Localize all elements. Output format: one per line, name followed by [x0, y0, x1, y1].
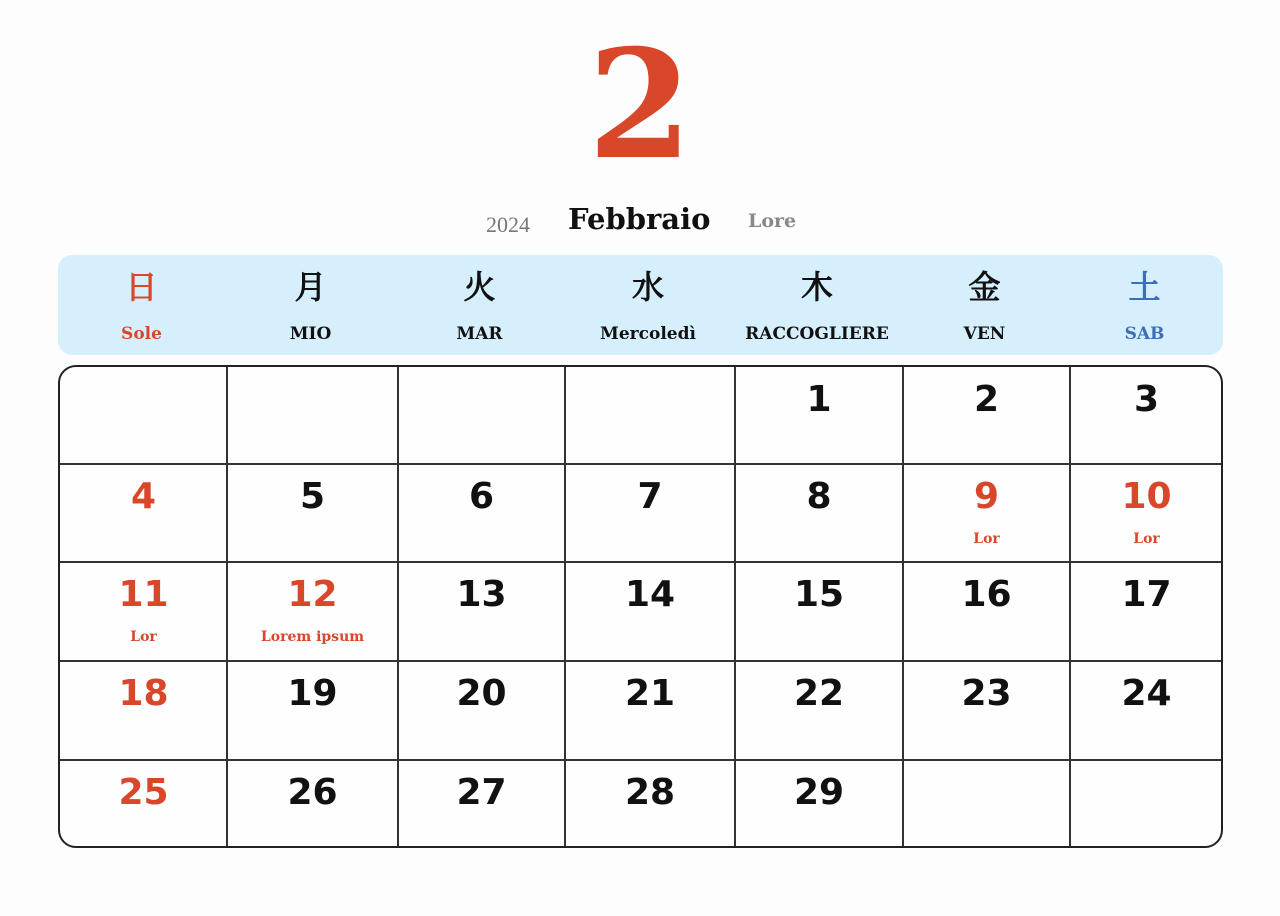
weekday-label: MAR	[456, 324, 503, 344]
weekday-kanji: 火	[463, 268, 496, 306]
day-cell[interactable]	[60, 562, 227, 661]
weekday-kanji: 月	[294, 268, 327, 306]
day-cell[interactable]	[735, 760, 903, 848]
day-cell[interactable]	[398, 367, 565, 464]
day-note: Lor	[1133, 531, 1160, 547]
day-number: 14	[624, 574, 676, 615]
day-number: 27	[456, 772, 507, 813]
day-number: 26	[287, 772, 338, 813]
weekday-label: Sole	[121, 324, 162, 344]
day-cell[interactable]	[227, 760, 398, 848]
day-number: 15	[793, 574, 845, 615]
day-cell[interactable]	[735, 367, 903, 464]
day-number: 24	[1121, 673, 1172, 714]
day-number: 22	[793, 673, 845, 714]
weekday-label: MIO	[289, 324, 332, 344]
day-number: 5	[299, 476, 326, 517]
day-cell[interactable]	[227, 562, 398, 661]
weekday-cell	[1068, 255, 1221, 355]
day-note: Lor	[973, 531, 1000, 547]
day-number: 18	[118, 673, 169, 714]
day-cell[interactable]	[565, 760, 735, 848]
day-number: 2	[973, 379, 1000, 420]
weekday-cell	[733, 255, 901, 355]
day-number: 10	[1121, 476, 1172, 517]
weekday-label: VEN	[963, 324, 1006, 344]
weekday-kanji: 土	[1128, 268, 1161, 306]
day-number: 13	[456, 574, 507, 615]
day-number: 29	[793, 772, 845, 813]
day-number: 28	[624, 772, 676, 813]
day-number: 21	[624, 673, 676, 714]
day-cell[interactable]	[60, 760, 227, 848]
day-cell[interactable]	[903, 464, 1070, 562]
day-cell[interactable]	[227, 464, 398, 562]
day-number: 8	[806, 476, 832, 517]
big-month-number: 2	[587, 17, 693, 193]
day-number: 3	[1133, 379, 1160, 420]
day-number: 17	[1121, 574, 1172, 615]
day-cell[interactable]	[398, 464, 565, 562]
weekday-kanji: 木	[800, 268, 833, 306]
day-cell[interactable]	[735, 562, 903, 661]
day-number: 25	[118, 772, 169, 813]
day-cell[interactable]	[60, 661, 227, 760]
day-cell[interactable]	[227, 367, 398, 464]
weekday-kanji: 水	[631, 268, 664, 306]
day-cell[interactable]	[1070, 760, 1223, 848]
day-cell[interactable]	[903, 661, 1070, 760]
month-note: Lore	[748, 210, 797, 232]
weekday-cell	[225, 255, 396, 355]
day-number: 23	[961, 673, 1012, 714]
weekday-label: Mercoledì	[600, 324, 696, 344]
day-cell[interactable]	[1070, 661, 1223, 760]
day-cell[interactable]	[903, 562, 1070, 661]
day-cell[interactable]	[735, 661, 903, 760]
day-cell[interactable]	[398, 562, 565, 661]
day-number: 19	[287, 673, 338, 714]
calendar-grid	[58, 365, 1223, 848]
day-number: 7	[637, 476, 663, 517]
day-cell[interactable]	[1070, 562, 1223, 661]
year-label: 2024	[486, 212, 530, 237]
weekday-label: SAB	[1124, 324, 1165, 344]
day-number: 11	[118, 574, 169, 615]
weekday-label: RACCOGLIERE	[745, 324, 889, 344]
day-note: Lorem ipsum	[260, 629, 365, 645]
weekday-cell	[563, 255, 733, 355]
weekday-cell	[901, 255, 1068, 355]
day-cell[interactable]	[735, 464, 903, 562]
day-cell[interactable]	[565, 367, 735, 464]
day-number: 12	[287, 574, 338, 615]
day-number: 9	[973, 476, 1000, 517]
day-cell[interactable]	[565, 464, 735, 562]
weekday-cell	[58, 255, 225, 355]
day-cell[interactable]	[903, 367, 1070, 464]
day-cell[interactable]	[903, 760, 1070, 848]
day-number: 6	[468, 476, 495, 517]
day-cell[interactable]	[565, 661, 735, 760]
day-number: 20	[456, 673, 507, 714]
day-cell[interactable]	[398, 760, 565, 848]
day-cell[interactable]	[565, 562, 735, 661]
day-cell[interactable]	[60, 464, 227, 562]
day-cell[interactable]	[1070, 464, 1223, 562]
day-cell[interactable]	[1070, 367, 1223, 464]
day-cell[interactable]	[227, 661, 398, 760]
month-name: Febbraio	[568, 202, 711, 236]
day-cell[interactable]	[398, 661, 565, 760]
day-cell[interactable]	[60, 367, 227, 464]
day-number: 4	[130, 476, 157, 517]
title-row	[0, 200, 1280, 244]
day-note: Lor	[130, 629, 157, 645]
day-number: 1	[806, 379, 832, 420]
weekday-header	[58, 255, 1223, 355]
weekday-cell	[396, 255, 563, 355]
weekday-kanji: 金	[968, 268, 1001, 306]
weekday-kanji: 日	[125, 268, 158, 306]
day-number: 16	[961, 574, 1012, 615]
